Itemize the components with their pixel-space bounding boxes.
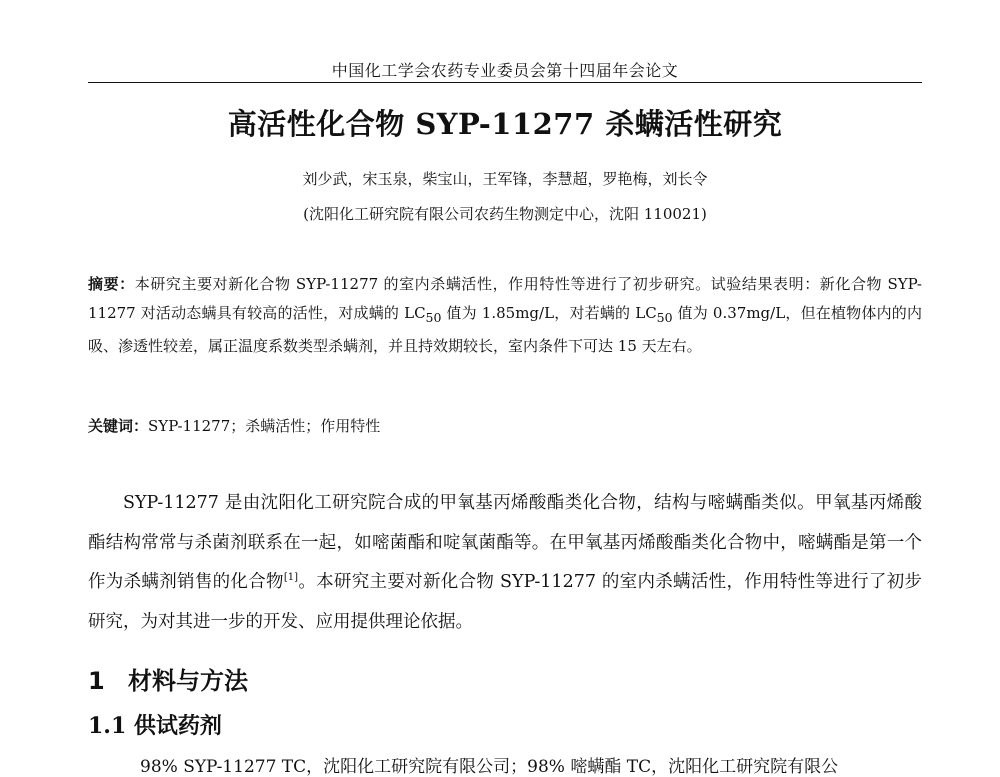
abstract-text-3: 值为 0.37mg/L，但在植物体内的内吸、渗透性较差，属正温度系数类型杀螨剂，并且持效期较长，室内条件下可达 15 天左右。 bbox=[88, 303, 922, 355]
abstract-text-2: 值为 1.85mg/L，对若螨的 LC bbox=[441, 303, 657, 322]
header-rule bbox=[88, 82, 922, 83]
abstract bbox=[88, 270, 922, 361]
section-number: 1 bbox=[88, 667, 105, 695]
subscript-50: 50 bbox=[656, 309, 673, 325]
section-heading bbox=[88, 661, 248, 696]
intro-text-2: 。本研究主要对新化合物 SYP-11277 的室内杀螨活性，作用特性等进行了初步研究，为对其进一步的开发、应用提供理论依据。 bbox=[88, 572, 922, 632]
affiliation: (沈阳化工研究院有限公司农药生物测定中心，沈阳 110021) bbox=[303, 205, 707, 223]
subsection-heading: 1.1 供试药剂 bbox=[88, 713, 222, 739]
author-list: 刘少武，宋玉泉，柴宝山，王军锋，李慧超，罗艳梅，刘长令 bbox=[302, 170, 708, 188]
intro-paragraph bbox=[88, 484, 922, 642]
keywords-label: 关键词： bbox=[88, 417, 149, 435]
citation-ref: [1] bbox=[283, 572, 299, 584]
keywords-text: SYP-11277；杀螨活性；作用特性 bbox=[148, 417, 381, 435]
keywords bbox=[88, 412, 922, 440]
intro-text-1: SYP-11277 是由沈阳化工研究院合成的甲氧基丙烯酸酯类化合物，结构与嘧螨酯类似。甲氧基丙烯酸酯结构常常与杀菌剂联系在一起，如嘧菌酯和啶氧菌酯等。在甲氧基丙烯酸酯类化合物中，嘧螨酯是第一个作为杀螨剂销售的化合物 bbox=[88, 493, 922, 592]
abstract-text-1: 本研究主要对新化合物 SYP-11277 的室内杀螨活性，作用特性等进行了初步研究。试验结果表明：新化合物 SYP-11277 对活动态螨具有较高的活性，对成螨的 LC bbox=[88, 275, 922, 322]
paper-title: 高活性化合物 SYP-11277 杀螨活性研究 bbox=[227, 107, 783, 141]
abstract-label: 摘要： bbox=[88, 275, 135, 293]
subscript-50: 50 bbox=[425, 309, 442, 325]
running-header: 中国化工学会农药专业委员会第十四届年会论文 bbox=[331, 61, 679, 80]
section-title: 材料与方法 bbox=[128, 667, 248, 695]
cutoff-text-line: 98% SYP-11277 TC，沈阳化工研究院有限公司；98% 嘧螨酯 TC，沈阳化工研究院有限公 bbox=[140, 757, 839, 777]
